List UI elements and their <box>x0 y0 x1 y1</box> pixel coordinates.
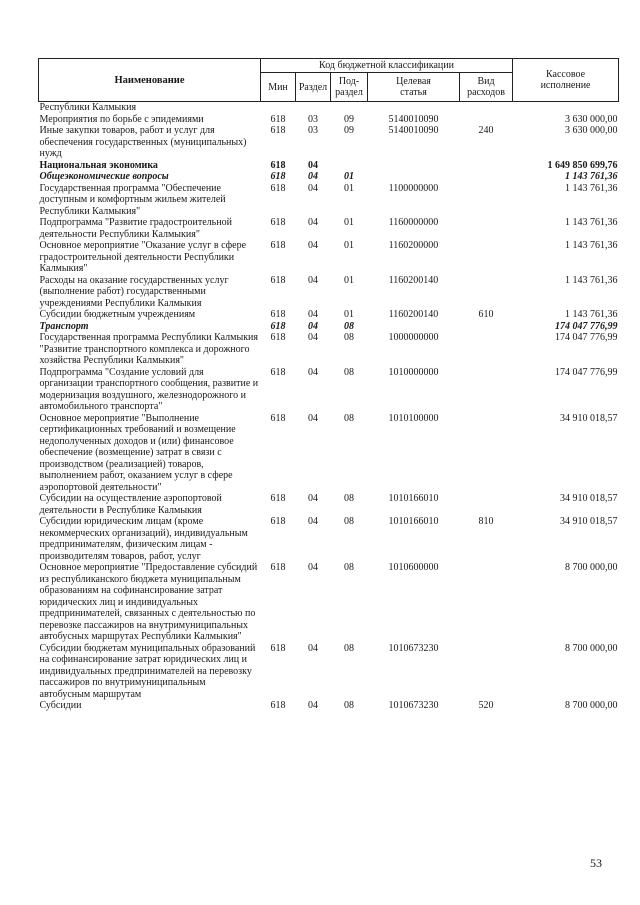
row-min: 618 <box>270 366 286 378</box>
row-name: Республики Калмыкия <box>39 102 137 113</box>
row-podrazdel: 08 <box>344 320 354 332</box>
row-podrazdel: 01 <box>344 309 354 320</box>
row-name: Государственная программа "Обеспечение доступным и комфортным жильем жителей Республики Калмыкия" <box>39 182 226 217</box>
row-celevaya <box>368 160 460 172</box>
header-celevaya <box>368 73 460 102</box>
row-sum: 3 630 000,00 <box>565 125 618 136</box>
row-min: 618 <box>270 125 286 136</box>
row-celevaya: 1010100000 <box>388 412 439 424</box>
row-vid <box>460 321 513 333</box>
row-podrazdel: 01 <box>344 274 354 286</box>
row-celevaya <box>368 102 460 114</box>
row-name: Субсидии <box>39 700 82 711</box>
row-razdel: 04 <box>308 332 318 343</box>
row-razdel: 04 <box>308 240 318 251</box>
row-vid: 520 <box>478 700 494 711</box>
row-vid: 810 <box>478 516 494 527</box>
row-min: 618 <box>270 159 286 171</box>
header-celevaya-line1: Целевая <box>396 76 431 87</box>
row-name: Основное мероприятие "Предоставление субсидий из республиканского бюджета муниципальным образованиям на софинансирование затрат юридических лиц и индивидуальных предпринимателей, связанных с деятельностью по перевозке пассажиров на внутримуниципальных автобусных маршрутах Республики Калмыкия" <box>39 562 258 642</box>
row-celevaya: 1010600000 <box>388 562 439 573</box>
row-celevaya: 1010000000 <box>388 366 439 378</box>
row-podrazdel: 01 <box>344 240 354 251</box>
row-sum: 174 047 776,99 <box>555 320 618 332</box>
row-razdel: 04 <box>308 182 318 194</box>
table-row <box>39 275 619 310</box>
row-sum: 3 630 000,00 <box>565 113 618 125</box>
row-name: Основное мероприятие "Оказание услуг в сфере градостроительной деятельности Республики Калмыкия" <box>39 240 247 274</box>
row-vid <box>460 183 513 218</box>
table-row <box>39 102 619 114</box>
table-row <box>39 493 619 516</box>
row-min: 618 <box>270 171 286 182</box>
row-vid <box>460 332 513 367</box>
row-min: 618 <box>270 217 286 228</box>
header-podrazdel <box>331 73 368 102</box>
row-celevaya: 1160200000 <box>388 240 439 251</box>
row-podrazdel: 08 <box>344 366 354 378</box>
row-podrazdel <box>331 160 368 172</box>
table-row <box>39 171 619 183</box>
row-min: 618 <box>270 700 286 711</box>
row-min: 618 <box>270 182 286 194</box>
row-sum: 1 649 850 699,76 <box>547 159 618 171</box>
row-celevaya: 1010166010 <box>388 516 439 527</box>
row-podrazdel: 08 <box>344 642 354 654</box>
row-podrazdel: 08 <box>344 332 354 343</box>
row-vid <box>460 114 513 126</box>
row-vid <box>460 160 513 172</box>
row-min: 618 <box>270 309 286 320</box>
row-vid <box>460 171 513 183</box>
table-row <box>39 321 619 333</box>
row-celevaya <box>368 321 460 333</box>
row-razdel <box>296 102 331 114</box>
table-header <box>39 59 619 102</box>
row-vid <box>460 240 513 275</box>
header-podrazdel-line1: Под- <box>338 76 360 87</box>
row-name: Субсидии юридическим лицам (кроме некоммерческих организаций), индивидуальным предпринимателям, физическим лицам - производителям товаров, работ, услуг <box>39 516 248 562</box>
row-podrazdel: 08 <box>344 493 354 504</box>
row-name: Общеэкономические вопросы <box>39 171 169 182</box>
row-podrazdel: 01 <box>344 217 354 228</box>
row-min: 618 <box>270 332 286 343</box>
row-name: Подпрограмма "Развитие градостроительной деятельности Республики Калмыкия" <box>39 217 232 240</box>
row-vid <box>460 367 513 413</box>
row-sum: 1 143 761,36 <box>565 182 618 194</box>
row-min: 618 <box>270 493 286 504</box>
row-sum: 174 047 776,99 <box>555 332 618 343</box>
table-row <box>39 183 619 218</box>
row-podrazdel: 08 <box>344 412 354 424</box>
table-row <box>39 217 619 240</box>
row-sum: 8 700 000,00 <box>565 700 618 711</box>
row-vid <box>460 493 513 516</box>
table-row <box>39 160 619 172</box>
row-razdel: 04 <box>308 562 318 573</box>
row-celevaya: 1160200140 <box>388 309 439 320</box>
header-podrazdel-line2: раздел <box>335 87 363 98</box>
row-razdel: 03 <box>308 125 318 136</box>
row-podrazdel: 08 <box>344 562 354 573</box>
row-name: Основное мероприятие "Выполнение сертификационных требований и возмещение недополученных доходов и (или) финансовое обеспечение (возмещение) затрат в связи с производством (реализацией) товаров, выполнением работ, оказанием услуг в сфере аэропортовой деятельности" <box>39 412 236 493</box>
row-min <box>261 102 296 114</box>
row-razdel: 04 <box>308 642 318 654</box>
row-podrazdel: 01 <box>344 171 354 182</box>
row-name: Государственная программа Республики Калмыкия "Развитие транспортного комплекса и дорожного хозяйства Республики Калмыкия" <box>39 332 259 366</box>
row-sum: 1 143 761,36 <box>565 171 618 182</box>
row-razdel: 04 <box>308 274 318 286</box>
header-classification-group: Код бюджетной классификации <box>261 59 513 73</box>
row-min: 618 <box>270 240 286 251</box>
budget-table <box>38 58 619 712</box>
row-razdel: 04 <box>308 412 318 424</box>
header-vid-line2: расходов <box>467 87 505 98</box>
header-cash-execution <box>513 59 619 102</box>
row-min: 618 <box>270 274 286 286</box>
row-razdel: 04 <box>308 700 318 711</box>
row-celevaya: 5140010090 <box>388 125 439 136</box>
table-row <box>39 516 619 562</box>
row-celevaya: 1000000000 <box>388 332 439 343</box>
row-min: 618 <box>270 562 286 573</box>
row-sum: 1 143 761,36 <box>565 274 618 286</box>
row-razdel: 04 <box>308 320 318 332</box>
row-name: Субсидии на осуществление аэропортовой деятельности в Республике Калмыкия <box>39 493 222 516</box>
row-name: Транспорт <box>39 320 89 332</box>
table-row <box>39 413 619 494</box>
row-vid <box>460 217 513 240</box>
row-name: Мероприятия по борьбе с эпидемиями <box>39 113 204 125</box>
budget-table-page <box>38 58 618 712</box>
table-row <box>39 562 619 643</box>
table-row <box>39 643 619 701</box>
row-razdel: 04 <box>308 516 318 527</box>
table-row <box>39 125 619 160</box>
row-celevaya: 1010673230 <box>388 700 439 711</box>
row-razdel: 04 <box>308 309 318 320</box>
row-sum: 8 700 000,00 <box>565 562 618 573</box>
table-row <box>39 700 619 712</box>
row-celevaya: 1160000000 <box>388 217 439 228</box>
row-sum: 8 700 000,00 <box>565 642 618 654</box>
row-podrazdel: 09 <box>344 113 354 125</box>
header-vid <box>460 73 513 102</box>
row-sum: 1 143 761,36 <box>565 240 618 251</box>
row-podrazdel: 08 <box>344 700 354 711</box>
table-row <box>39 114 619 126</box>
row-vid <box>460 413 513 494</box>
row-min: 618 <box>270 516 286 527</box>
row-podrazdel: 01 <box>344 182 354 194</box>
row-celevaya: 5140010090 <box>388 113 439 125</box>
row-name: Иные закупки товаров, работ и услуг для обеспечения государственных (муниципальных) нужд <box>39 125 247 159</box>
table-row <box>39 240 619 275</box>
row-name: Национальная экономика <box>39 159 158 171</box>
row-celevaya: 1160200140 <box>388 274 439 286</box>
row-podrazdel: 08 <box>344 516 354 527</box>
row-sum <box>513 102 619 114</box>
row-razdel: 04 <box>308 493 318 504</box>
row-vid <box>460 275 513 310</box>
row-razdel: 04 <box>308 159 318 171</box>
row-sum: 34 910 018,57 <box>560 412 618 424</box>
header-min: Мин <box>261 73 296 102</box>
row-celevaya <box>368 171 460 183</box>
row-sum: 174 047 776,99 <box>555 366 618 378</box>
row-razdel: 04 <box>308 171 318 182</box>
header-celevaya-line2: статья <box>400 87 427 98</box>
table-row <box>39 309 619 321</box>
row-razdel: 03 <box>308 113 318 125</box>
row-celevaya: 1010673230 <box>388 642 439 654</box>
row-vid <box>460 562 513 643</box>
table-row <box>39 332 619 367</box>
row-vid <box>460 102 513 114</box>
row-sum: 34 910 018,57 <box>560 516 618 527</box>
row-vid <box>460 643 513 701</box>
header-razdel: Раздел <box>296 73 331 102</box>
row-vid: 240 <box>478 125 494 136</box>
row-sum: 1 143 761,36 <box>565 217 618 228</box>
row-name: Субсидии бюджетам муниципальных образований на софинансирование затрат юридических лиц и индивидуальных предпринимателей на перевозку пассажиров по внутримуниципальным автобусным маршрутам <box>39 642 256 700</box>
row-min: 618 <box>270 412 286 424</box>
header-cash-line2: исполнение <box>540 80 591 91</box>
row-name: Субсидии бюджетным учреждениям <box>39 309 196 320</box>
table-row <box>39 367 619 413</box>
row-celevaya: 1100000000 <box>388 182 439 194</box>
row-podrazdel <box>331 102 368 114</box>
header-cash-line1: Кассовое <box>545 69 586 80</box>
table-body <box>39 102 619 712</box>
header-name: Наименование <box>39 59 261 102</box>
row-razdel: 04 <box>308 217 318 228</box>
row-name: Расходы на оказание государственных услуг (выполнение работ) государственными учреждениями Республики Калмыкия <box>39 274 229 309</box>
row-min: 618 <box>270 113 286 125</box>
row-sum: 1 143 761,36 <box>565 309 618 320</box>
row-podrazdel: 09 <box>344 125 354 136</box>
row-razdel: 04 <box>308 366 318 378</box>
page-number: 53 <box>590 856 602 870</box>
row-sum: 34 910 018,57 <box>560 493 618 504</box>
row-name: Подпрограмма "Создание условий для организации транспортного сообщения, развитие и модернизация воздушного, железнодорожного и автомобильного транспорта" <box>39 366 259 412</box>
header-vid-line1: Вид <box>477 76 495 87</box>
row-celevaya: 1010166010 <box>388 493 439 504</box>
row-min: 618 <box>270 320 286 332</box>
row-min: 618 <box>270 642 286 654</box>
row-vid: 610 <box>478 309 494 320</box>
